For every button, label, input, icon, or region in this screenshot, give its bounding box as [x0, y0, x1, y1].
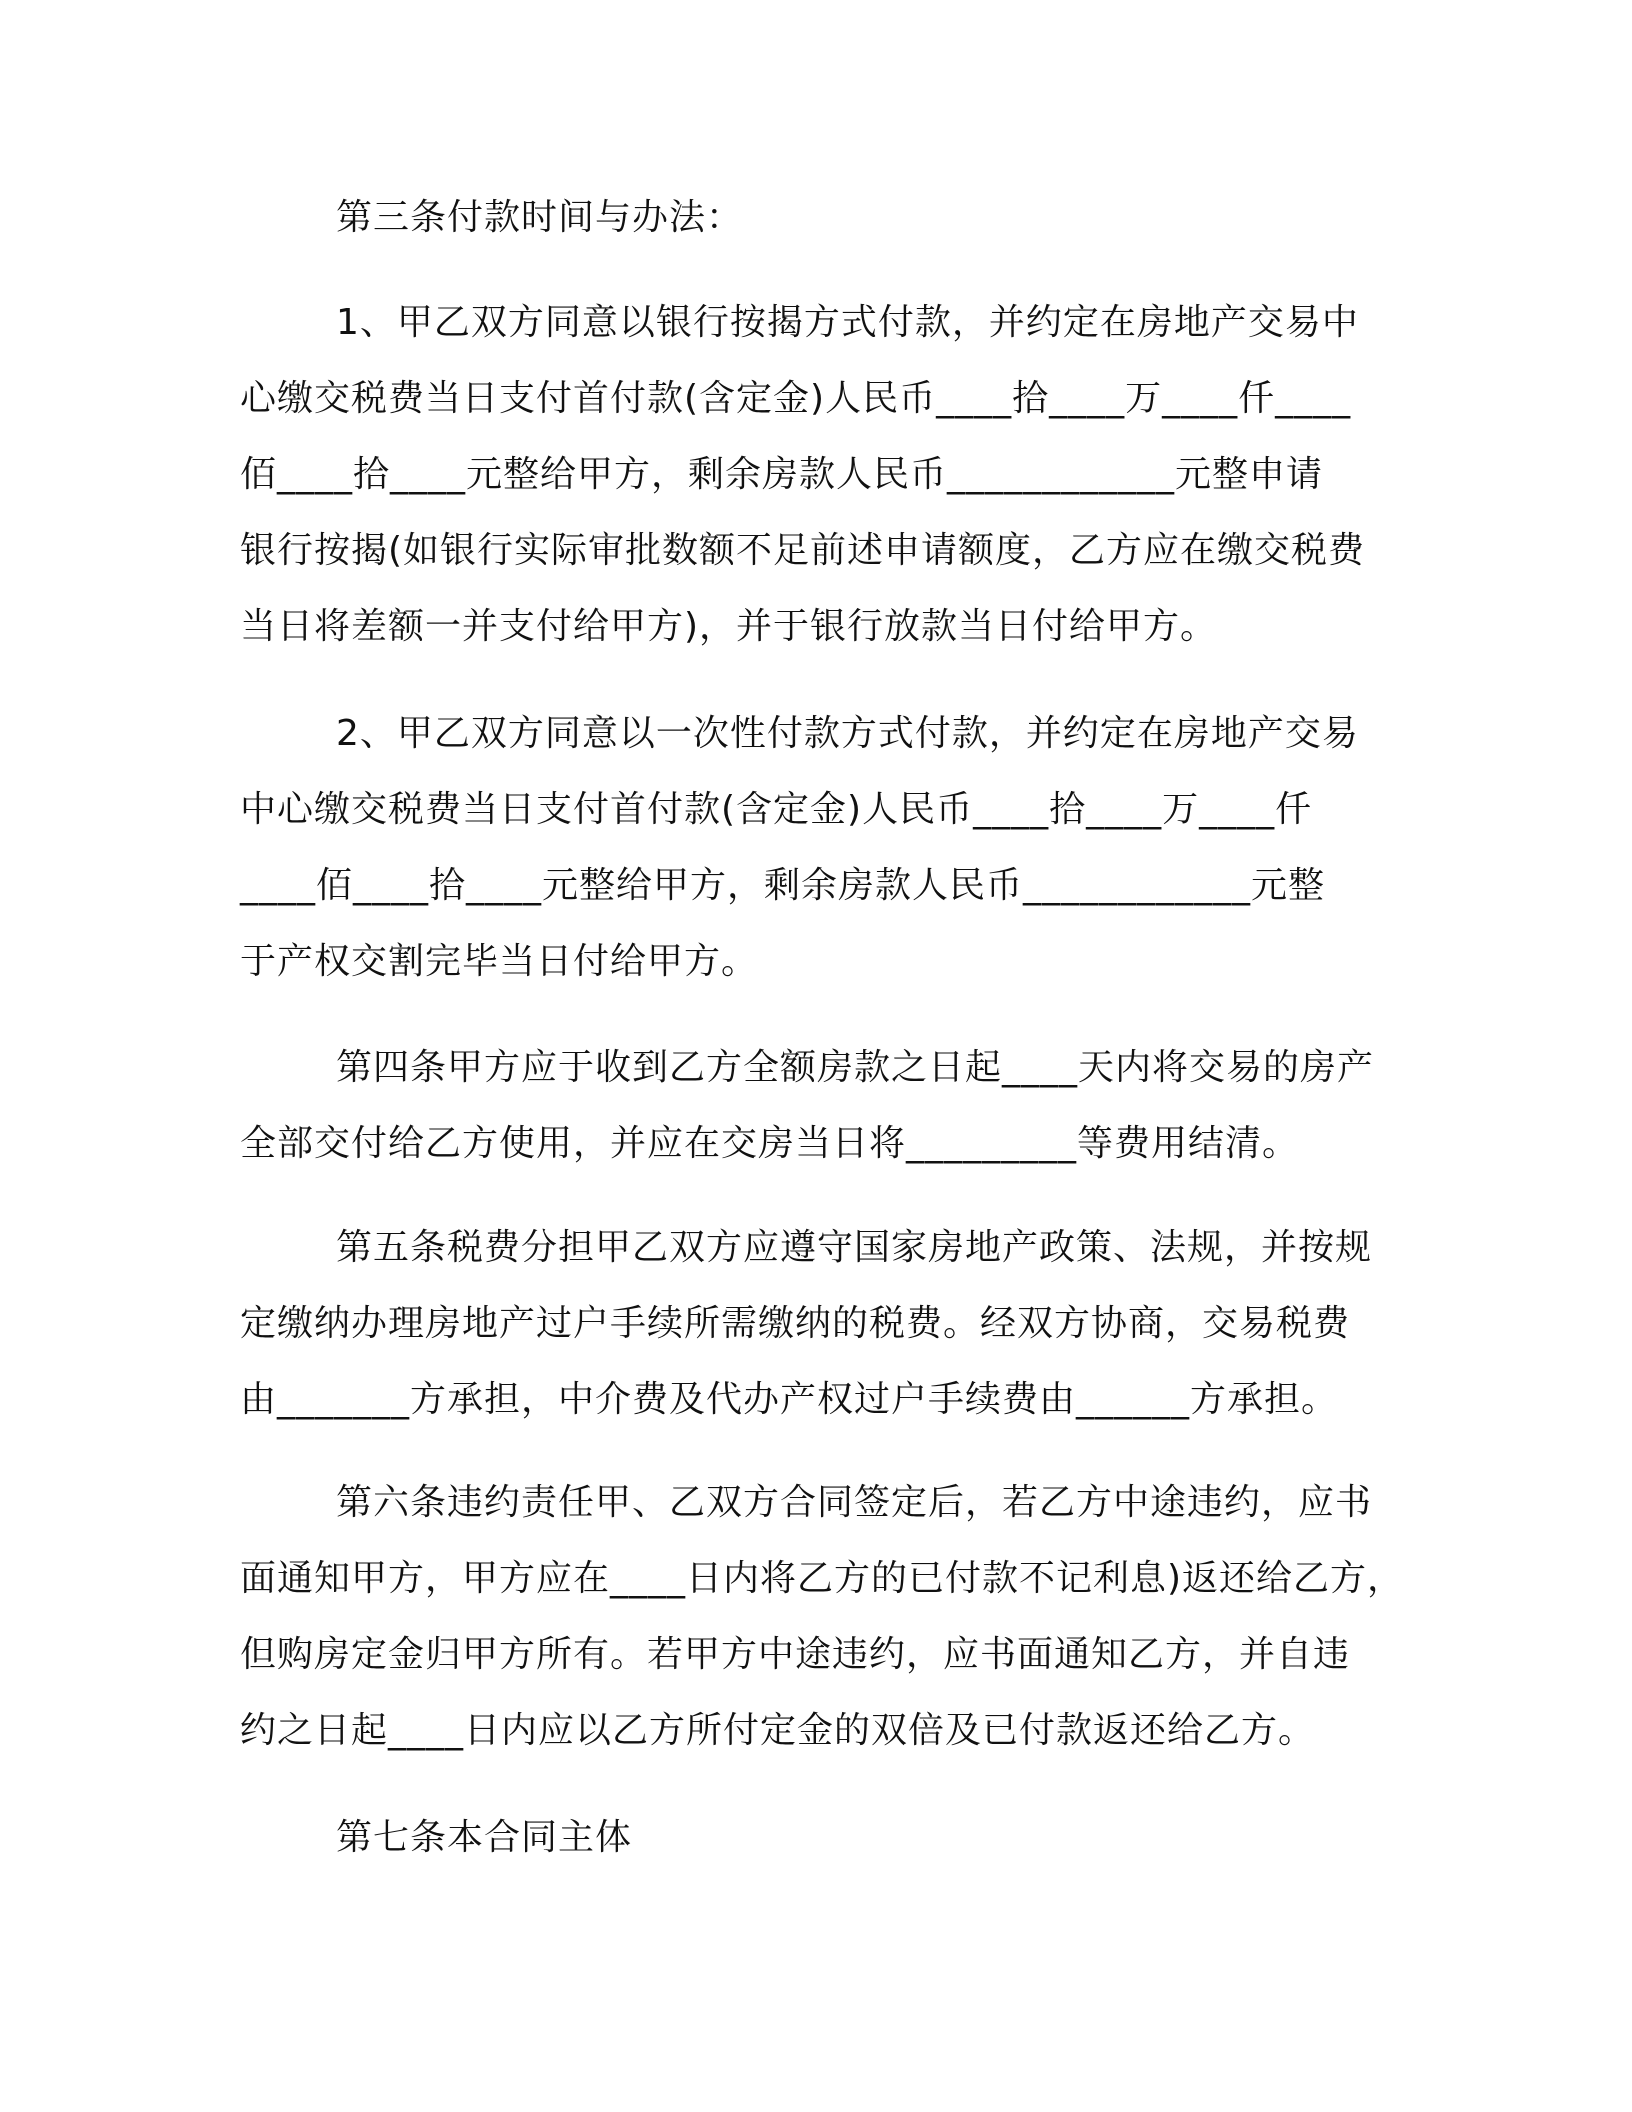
paragraph-line: 于产权交割完毕当日付给甲方。 — [240, 941, 759, 982]
clause-7-heading — [240, 1800, 1410, 1876]
clause-3-heading-text: 第三条付款时间与办法： — [336, 197, 744, 238]
clause-4 — [240, 1030, 1410, 1182]
paragraph-line: 全部交付给乙方使用，并应在交房当日将_________等费用结清。 — [240, 1123, 1300, 1164]
clause-3-heading — [240, 180, 1410, 256]
clause-6 — [240, 1465, 1410, 1769]
paragraph-line: 由_______方承担，中介费及代办产权过户手续费由______方承担。 — [240, 1379, 1339, 1420]
paragraph-line: 2、甲乙双方同意以一次性付款方式付款，并约定在房地产交易 — [336, 713, 1359, 754]
paragraph-line: 佰____拾____元整给甲方，剩余房款人民币____________元整申请 — [240, 454, 1324, 495]
clause-5 — [240, 1210, 1410, 1438]
paragraph-line: ____佰____拾____元整给甲方，剩余房款人民币____________元整 — [240, 865, 1326, 906]
paragraph-line: 约之日起____日内应以乙方所付定金的双倍及已付款返还给乙方。 — [240, 1710, 1316, 1751]
paragraph-line: 第五条税费分担甲乙双方应遵守国家房地产政策、法规，并按规 — [336, 1227, 1373, 1268]
paragraph-line: 第六条违约责任甲、乙双方合同签定后，若乙方中途违约，应书 — [336, 1482, 1373, 1523]
clause-3-item-2 — [240, 696, 1410, 1000]
paragraph-line: 定缴纳办理房地产过户手续所需缴纳的税费。经双方协商，交易税费 — [240, 1303, 1351, 1344]
clause-7-heading-text: 第七条本合同主体 — [336, 1817, 633, 1858]
paragraph-line: 银行按揭(如银行实际审批数额不足前述申请额度，乙方应在缴交税费 — [240, 530, 1366, 571]
paragraph-line: 中心缴交税费当日支付首付款(含定金)人民币____拾____万____仟 — [240, 789, 1313, 830]
paragraph-line: 当日将差额一并支付给甲方)，并于银行放款当日付给甲方。 — [240, 606, 1218, 647]
paragraph-line: 面通知甲方，甲方应在____日内将乙方的已付款不记利息)返还给乙方， — [240, 1558, 1405, 1599]
paragraph-line: 但购房定金归甲方所有。若甲方中途违约，应书面通知乙方，并自违 — [240, 1634, 1351, 1675]
paragraph-line: 1、甲乙双方同意以银行按揭方式付款，并约定在房地产交易中 — [336, 302, 1359, 343]
clause-3-item-1 — [240, 285, 1410, 665]
paragraph-line: 第四条甲方应于收到乙方全额房款之日起____天内将交易的房产 — [336, 1047, 1375, 1088]
paragraph-line: 心缴交税费当日支付首付款(含定金)人民币____拾____万____仟____ — [240, 378, 1352, 419]
